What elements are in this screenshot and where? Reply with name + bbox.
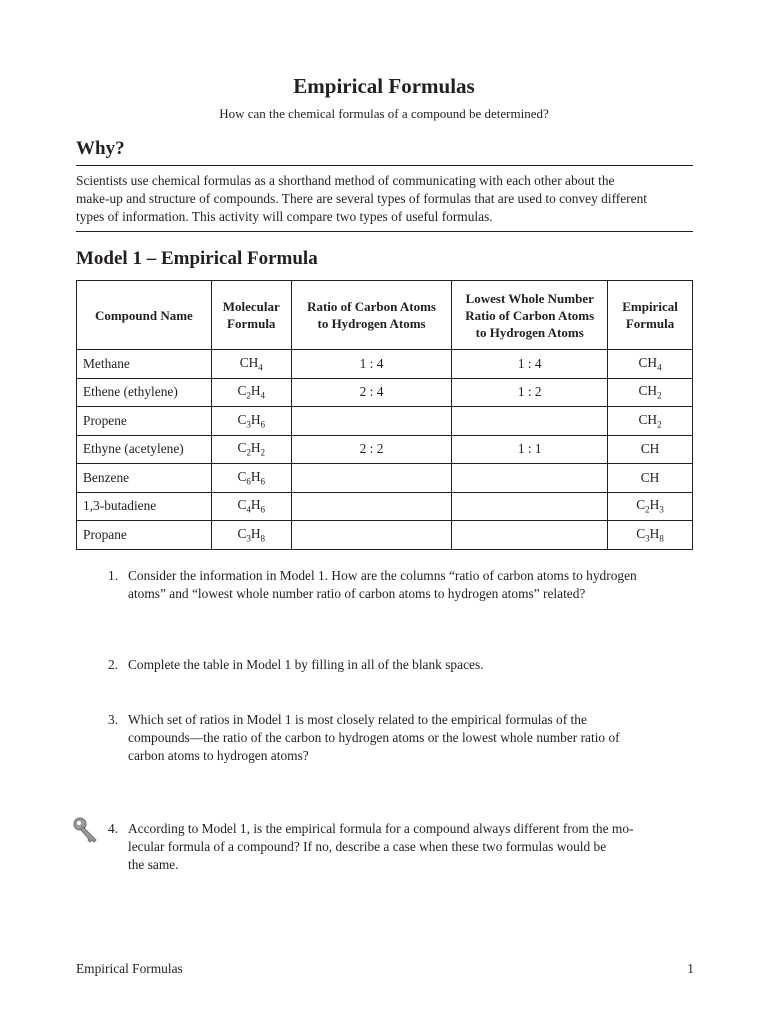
compound-name-cell: Methane [77,350,212,379]
atom-count: 6 [260,476,266,487]
why-paragraph [76,172,701,226]
why-top-rule [76,165,693,166]
element-symbol: H [647,354,658,370]
why-bottom-rule [76,231,693,232]
molecular-formula-cell [211,492,291,521]
question-line: lecular formula of a compound? If no, describe a case when these two formulas would be [128,839,607,854]
chemical-formula [237,383,265,401]
chemical-formula [636,497,664,515]
element-symbol: H [250,525,261,541]
element-symbol: C [237,468,247,484]
element-symbol: C [237,440,247,456]
ratio-cell: 2 : 4 [291,378,452,407]
element-symbol: C [640,441,650,457]
element-symbol: H [649,469,660,485]
compound-name-cell: Ethene (ethylene) [77,378,212,407]
atom-count: 4 [260,391,266,402]
element-symbol: H [250,383,261,399]
question-text [128,820,703,874]
molecular-formula-cell [211,350,291,379]
element-symbol: H [647,411,658,427]
atom-count: 2 [657,391,662,402]
element-symbol: H [250,411,261,427]
question-number: 2. [108,657,119,672]
compound-name-cell: Benzene [77,464,212,493]
atom-count: 4 [258,362,263,373]
lowest-ratio-cell [452,492,608,521]
element-symbol: H [250,468,261,484]
atom-count: 3 [645,533,650,544]
column-header-line: to Hydrogen Atoms [475,324,584,340]
model1-table [76,280,693,550]
question-text [128,656,703,674]
page-subtitle: How can the chemical formulas of a compound be determined? [219,106,549,121]
table-row [77,378,693,407]
molecular-formula-cell [211,464,291,493]
ratio-cell [291,492,452,521]
model1-heading: Model 1 – Empirical Formula [76,248,318,269]
column-header-line: Lowest Whole Number [465,290,594,306]
ratio-cell: 2 : 2 [291,435,452,464]
element-symbol: C [636,497,646,513]
table-header-row [77,281,693,350]
column-header-line: to Hydrogen Atoms [317,316,426,331]
why-heading: Why? [76,138,125,159]
molecular-formula-cell [211,378,291,407]
question-number: 1. [108,568,119,583]
molecular-formula-cell [211,521,291,550]
chemical-formula [638,383,661,401]
element-symbol: C [636,525,646,541]
ratio-cell: 1 : 4 [291,350,452,379]
atom-count: 2 [260,448,266,459]
column-header-compound-name [77,281,212,350]
empirical-formula-cell [608,407,693,436]
element-symbol: H [649,441,660,457]
element-symbol: H [250,497,261,513]
chemical-formula [237,526,265,544]
chemical-formula [237,469,265,487]
ratio-cell [291,464,452,493]
ratio-cell [291,407,452,436]
atom-count: 2 [657,419,662,430]
element-symbol: C [638,383,648,399]
chemical-formula [237,497,265,515]
question-text [128,711,703,765]
atom-count: 2 [645,505,650,516]
column-header-ratio [291,281,452,350]
lowest-ratio-cell [452,464,608,493]
table-row [77,407,693,436]
empirical-formula-cell [608,435,693,464]
lowest-ratio-cell [452,521,608,550]
atom-count: 4 [657,362,662,373]
chemical-formula [636,526,664,544]
element-symbol: C [237,525,247,541]
column-header-line: Empirical [622,299,678,314]
column-header-line: Ratio of Carbon Atoms [307,299,436,314]
lowest-ratio-cell [452,407,608,436]
empirical-formula-cell [608,378,693,407]
table-row [77,350,693,379]
question-number: 3. [108,712,119,727]
question-line: compounds—the ratio of the carbon to hydrogen atoms or the lowest whole number ratio of [128,730,620,745]
atom-count: 3 [246,533,251,544]
element-symbol: C [237,497,247,513]
molecular-formula-cell [211,407,291,436]
key-icon [72,815,102,845]
atom-count: 6 [260,505,266,516]
element-symbol: H [647,383,658,399]
table-row [77,492,693,521]
page-number: 1 [687,961,694,976]
atom-count: 3 [659,505,664,516]
atom-count: 3 [246,419,251,430]
chemical-formula [237,440,265,458]
question-line: Consider the information in Model 1. How are the columns “ratio of carbon atoms to hydrogen [128,568,637,583]
element-symbol: H [250,440,261,456]
column-header-empirical-formula [608,281,693,350]
column-header-line: Compound Name [94,307,193,323]
column-header-line: Molecular [222,299,280,314]
why-line: make-up and structure of compounds. There are several types of formulas that are used to convey different [76,191,648,206]
element-symbol: C [640,469,650,485]
table-row [77,435,693,464]
element-symbol: C [237,411,247,427]
empirical-formula-cell [608,464,693,493]
question-text [128,567,703,603]
question-line: According to Model 1, is the empirical formula for a compound always different from the mo- [128,821,634,836]
element-symbol: H [649,525,660,541]
compound-name-cell: Propane [77,521,212,550]
compound-name-cell: Propene [77,407,212,436]
question-line: atoms” and “lowest whole number ratio of carbon atoms to hydrogen atoms” related? [128,586,586,601]
footer-title: Empirical Formulas [76,961,183,976]
chemical-formula [641,470,660,486]
table-body [77,350,693,550]
question-line: Which set of ratios in Model 1 is most closely related to the empirical formulas of the [128,712,587,727]
column-header-line: Ratio of Carbon Atoms [465,307,595,323]
lowest-ratio-cell: 1 : 4 [452,350,608,379]
column-header-lowest-ratio [452,281,608,350]
chemical-formula [638,355,661,373]
chemical-formula [638,412,661,430]
why-line: Scientists use chemical formulas as a shorthand method of communicating with each other about the [76,173,615,188]
atom-count: 4 [246,505,251,516]
table-row [77,521,693,550]
chemical-formula [237,412,265,430]
element-symbol: C [638,411,648,427]
table-row [77,464,693,493]
element-symbol: H [248,354,259,370]
question-line: carbon atoms to hydrogen atoms? [128,748,309,763]
atom-count: 8 [659,533,664,544]
element-symbol: C [237,383,247,399]
compound-name-cell: 1,3-butadiene [77,492,212,521]
chemical-formula [240,355,263,373]
page-title: Empirical Formulas [293,74,475,98]
atom-count: 8 [260,533,266,544]
molecular-formula-cell [211,435,291,464]
element-symbol: H [649,497,660,513]
compound-name-cell: Ethyne (acetylene) [77,435,212,464]
atom-count: 6 [246,476,251,487]
element-symbol: C [239,354,249,370]
column-header-line: Formula [625,316,675,331]
empirical-formula-cell [608,521,693,550]
column-header-line: Formula [227,316,276,331]
atom-count: 2 [246,391,251,402]
element-symbol: C [638,354,648,370]
atom-count: 6 [260,419,266,430]
atom-count: 2 [246,448,251,459]
empirical-formula-cell [608,492,693,521]
column-header-molecular-formula [211,281,291,350]
chemical-formula [641,441,660,457]
why-line: types of information. This activity will compare two types of useful formulas. [76,209,493,224]
question-line: Complete the table in Model 1 by filling in all of the blank spaces. [128,657,484,672]
question-line: the same. [128,857,179,872]
question-number: 4. [108,821,119,836]
lowest-ratio-cell: 1 : 2 [452,378,608,407]
ratio-cell [291,521,452,550]
lowest-ratio-cell: 1 : 1 [452,435,608,464]
empirical-formula-cell [608,350,693,379]
